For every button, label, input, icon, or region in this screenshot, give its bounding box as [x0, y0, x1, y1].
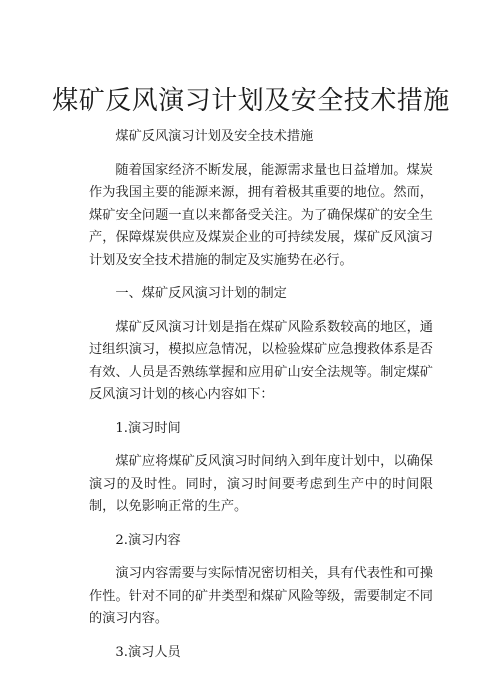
intro-paragraph: 随着国家经济不断发展，能源需求量也日益增加。煤炭作为我国主要的能源来源，拥有着极其重要的地位。然而，煤矿安全问题一直以来都备受关注。为了确保煤矿的安全生产，保障煤炭供应及煤炭企业的可持续发展，煤矿反风演习计划及安全技术措施的制定及实施势在必行。 — [89, 162, 433, 268]
document-title: 煤矿反风演习计划及安全技术措施 — [52, 86, 450, 116]
item-heading-personnel: 3.演习人员 — [115, 644, 181, 660]
document-body — [89, 126, 433, 675]
section-paragraph: 煤矿反风演习计划是指在煤矿风险系数较高的地区，通过组织演习，模拟应急情况，以检验煤矿应急搜救体系是否有效、人员是否熟练掌握和应用矿山安全法规等。制定煤矿反风演习计划的核心内容如下： — [89, 319, 433, 402]
item-paragraph-time: 煤矿应将煤矿反风演习时间纳入到年度计划中，以确保演习的及时性。同时，演习时间要考虑到生产中的时间限制，以免影响正常的生产。 — [89, 454, 433, 514]
item-heading-time: 1.演习时间 — [115, 420, 181, 436]
item-paragraph-content: 演习内容需要与实际情况密切相关，具有代表性和可操作性。针对不同的矿井类型和煤矿风险等级，需要制定不同的演习内容。 — [89, 566, 433, 626]
item-heading-content: 2.演习内容 — [115, 532, 181, 548]
section-heading: 一、煤矿反风演习计划的制定 — [115, 286, 287, 301]
subtitle-paragraph: 煤矿反风演习计划及安全技术措施 — [115, 129, 314, 144]
